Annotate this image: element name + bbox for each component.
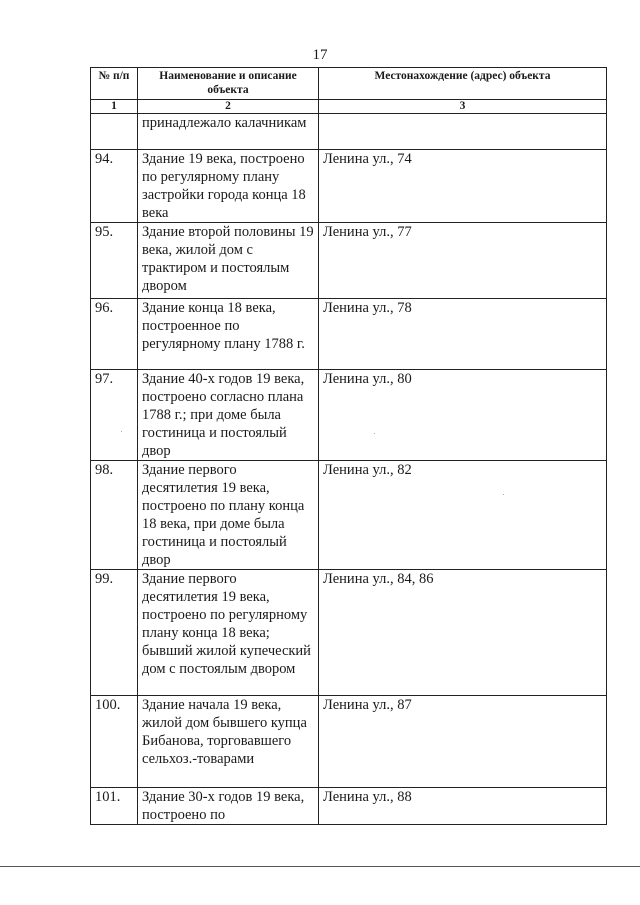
header-address: Местонахождение (адрес) объекта [319,68,607,100]
page-bottom-rule [0,866,640,867]
table-header-row [91,68,607,100]
row-number: 99. [91,570,138,696]
object-address: Ленина ул., 87 [319,696,607,788]
object-name: Здание первого десятилетия 19 века, построено по регулярному плану конца 18 века; бывший жилой купеческий дом с постоялым двором [138,570,319,696]
table-row [91,114,607,150]
scan-speck [121,431,122,432]
object-address: Ленина ул., 80 [319,370,607,461]
object-name: Здание начала 19 века, жилой дом бывшего купца Бибанова, торговавшего сельхоз.-товарами [138,696,319,788]
object-address [319,114,607,150]
table-row [91,299,607,370]
row-number: 98. [91,461,138,570]
object-address: Ленина ул., 77 [319,223,607,299]
header-number: № п/п [91,68,138,100]
row-number: 96. [91,299,138,370]
scan-speck [503,494,504,495]
scan-speck [374,433,375,434]
table-row [91,461,607,570]
object-address: Ленина ул., 82 [319,461,607,570]
table-row [91,788,607,825]
row-number: 95. [91,223,138,299]
table-row [91,370,607,461]
column-number-2: 2 [138,100,319,114]
row-number: 94. [91,150,138,223]
header-name-description: Наименование и описание объекта [138,68,319,100]
object-name: принадлежало калачникам [138,114,319,150]
column-number-3: 3 [319,100,607,114]
row-number [91,114,138,150]
column-number-1: 1 [91,100,138,114]
object-name: Здание конца 18 века, построенное по регулярному плану 1788 г. [138,299,319,370]
object-name: Здание 19 века, построено по регулярному плану застройки города конца 18 века [138,150,319,223]
object-name: Здание 40-х годов 19 века, построено согласно плана 1788 г.; при доме была гостиница и постоялый двор [138,370,319,461]
table-row [91,223,607,299]
object-address: Ленина ул., 74 [319,150,607,223]
object-address: Ленина ул., 88 [319,788,607,825]
row-number: 97. [91,370,138,461]
heritage-objects-table [90,67,607,825]
table-row [91,150,607,223]
object-address: Ленина ул., 78 [319,299,607,370]
table-row [91,570,607,696]
object-name: Здание первого десятилетия 19 века, построено по плану конца 18 века, при доме была гостиница и постоялый двор [138,461,319,570]
page-number: 17 [312,47,328,63]
table-row [91,696,607,788]
object-address: Ленина ул., 84, 86 [319,570,607,696]
row-number: 100. [91,696,138,788]
column-numbers-row [91,100,607,114]
object-name: Здание второй половины 19 века, жилой дом с трактиром и постоялым двором [138,223,319,299]
object-name: Здание 30-х годов 19 века, построено по [138,788,319,825]
row-number: 101. [91,788,138,825]
